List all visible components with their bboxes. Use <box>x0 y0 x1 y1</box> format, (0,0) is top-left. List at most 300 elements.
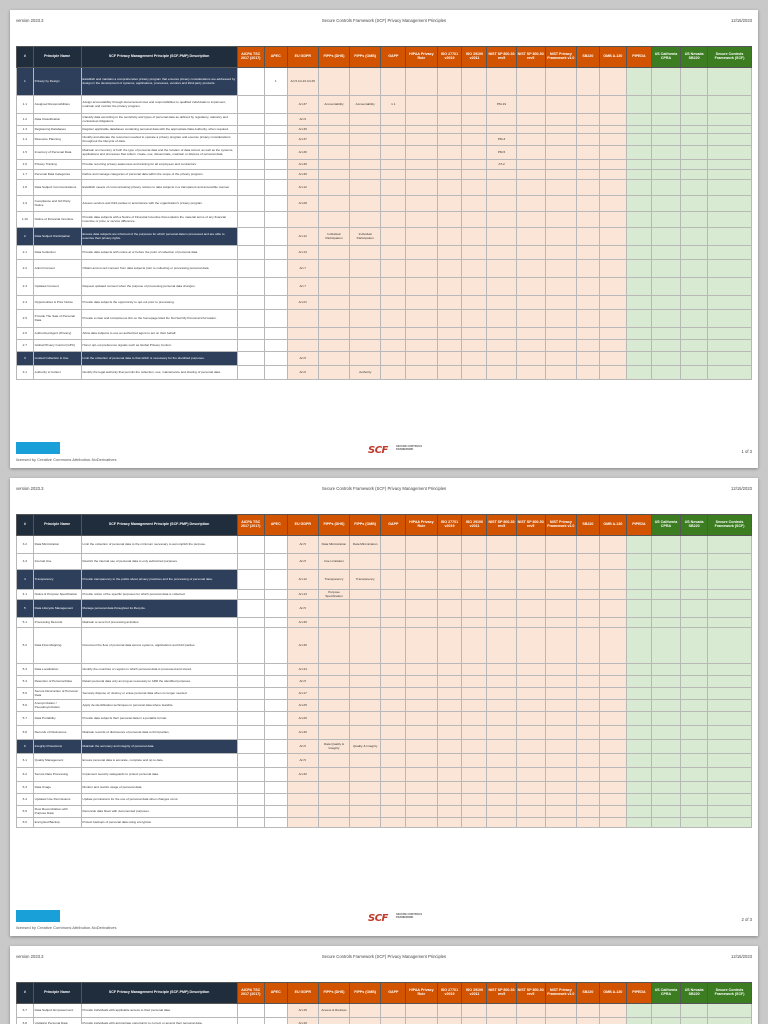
mapping-cell <box>237 296 264 310</box>
mapping-cell <box>462 536 487 554</box>
principle-number: 5.7 <box>17 712 34 726</box>
mapping-cell <box>437 310 462 328</box>
mapping-cell <box>318 328 349 340</box>
mapping-cell <box>516 170 545 180</box>
creative-commons-badge[interactable] <box>16 910 60 922</box>
mapping-cell <box>545 570 576 590</box>
version-label: version 2023.3 <box>16 486 44 491</box>
mapping-cell <box>462 134 487 146</box>
mapping-cell <box>264 590 287 600</box>
mapping-cell <box>487 1004 516 1018</box>
mapping-cell <box>487 806 516 818</box>
mapping-cell <box>381 246 406 260</box>
mapping-cell <box>487 740 516 754</box>
mapping-cell <box>516 536 545 554</box>
principle-name: Internal Use <box>33 554 81 570</box>
mapping-cell <box>437 146 462 160</box>
mapping-cell <box>350 700 381 712</box>
mapping-cell <box>516 726 545 740</box>
mapping-cell <box>681 196 708 212</box>
principle-name: Data Lifecycle Management <box>33 600 81 618</box>
mapping-cell <box>237 328 264 340</box>
mapping-cell <box>626 1018 651 1024</box>
mapping-cell <box>381 676 406 688</box>
mapping-cell <box>381 228 406 246</box>
mapping-cell <box>406 554 437 570</box>
principle-description: Define and manage categories of personal data within the scope of the privacy program. <box>81 170 237 180</box>
mapping-cell <box>599 554 626 570</box>
document-page <box>10 10 758 468</box>
mapping-cell <box>462 212 487 228</box>
principle-description: Assign accountability through documented roles and responsibilities to qualified individuals to implement, maintain and monitor the privacy program. <box>81 96 237 114</box>
mapping-cell <box>626 628 651 664</box>
mapping-cell <box>708 68 752 96</box>
column-header: FIPPs (DHS) <box>318 47 349 68</box>
mapping-cell <box>381 570 406 590</box>
mapping-cell <box>264 628 287 664</box>
principle-description: Provide transparency to the public about privacy practices and the processing of personal data. <box>81 570 237 590</box>
mapping-cell <box>318 180 349 196</box>
mapping-cell <box>708 114 752 126</box>
document-title: Secure Controls Framework (SCF) Privacy Management Principles <box>321 18 447 23</box>
principle-description: Provide data subjects the opportunity to opt-out prior to processing. <box>81 296 237 310</box>
mapping-cell <box>437 794 462 806</box>
column-header: HIPAA Privacy Rule <box>406 515 437 536</box>
column-header: PIPEDA <box>626 983 651 1004</box>
mapping-cell <box>599 1004 626 1018</box>
mapping-cell <box>651 196 680 212</box>
mapping-cell <box>708 180 752 196</box>
table-row <box>17 1018 752 1024</box>
mapping-cell <box>545 170 576 180</box>
mapping-cell <box>516 700 545 712</box>
mapping-cell <box>406 196 437 212</box>
mapping-cell <box>626 352 651 366</box>
mapping-cell <box>626 740 651 754</box>
mapping-cell <box>626 1004 651 1018</box>
mapping-cell: Art.32 <box>287 768 318 782</box>
mapping-cell <box>237 340 264 352</box>
column-header: SCF Privacy Management Principle (SCF-PMP) Description <box>81 515 237 536</box>
mapping-cell <box>599 1018 626 1024</box>
mapping-cell <box>708 700 752 712</box>
mapping-cell <box>264 366 287 380</box>
principle-name: Records of Disclosures <box>33 726 81 740</box>
mapping-cell <box>681 536 708 554</box>
mapping-cell <box>599 712 626 726</box>
table-row <box>17 340 752 352</box>
mapping-cell <box>651 570 680 590</box>
mapping-cell <box>576 570 599 590</box>
mapping-cell: Accountability <box>350 96 381 114</box>
column-header: NIST Privacy Framework v1.0 <box>545 515 576 536</box>
mapping-cell <box>406 146 437 160</box>
mapping-cell <box>264 618 287 628</box>
mapping-cell <box>462 366 487 380</box>
mapping-cell <box>681 180 708 196</box>
table-row <box>17 664 752 676</box>
mapping-cell <box>350 278 381 296</box>
mapping-cell <box>651 278 680 296</box>
principle-description: Register applicable databases containing personal data with the appropriate Data Authority, when required. <box>81 126 237 134</box>
creative-commons-badge[interactable] <box>16 442 60 454</box>
table-header-row <box>17 983 752 1004</box>
mapping-cell <box>708 328 752 340</box>
mapping-cell <box>264 340 287 352</box>
mapping-cell <box>708 170 752 180</box>
principle-number: 1 <box>17 68 34 96</box>
mapping-cell: Data Quality & Integrity <box>318 740 349 754</box>
principle-description: Maintain an inventory of both the type of personal data and the location of data stored, as well as the systems, applications and processes that collect, create, use, disseminate, maintain or dispose of personal data. <box>81 146 237 160</box>
mapping-cell <box>406 806 437 818</box>
mapping-cell <box>651 68 680 96</box>
mapping-cell <box>681 260 708 278</box>
column-header: FIPPs (DHS) <box>318 983 349 1004</box>
column-header: ISO 29100 v2011 <box>462 983 487 1004</box>
mapping-cell <box>287 818 318 828</box>
mapping-cell <box>708 160 752 170</box>
mapping-cell <box>576 618 599 628</box>
principle-name: Processing Records <box>33 618 81 628</box>
mapping-cell <box>381 782 406 794</box>
principle-number: 2 <box>17 228 34 246</box>
mapping-cell <box>264 754 287 768</box>
mapping-cell <box>708 768 752 782</box>
mapping-cell <box>487 296 516 310</box>
mapping-cell <box>237 768 264 782</box>
mapping-cell <box>576 700 599 712</box>
mapping-cell <box>576 246 599 260</box>
mapping-cell <box>350 296 381 310</box>
principle-name: Data Subject Empowerment <box>33 1004 81 1018</box>
mapping-cell <box>599 170 626 180</box>
mapping-cell <box>576 1018 599 1024</box>
mapping-cell <box>651 310 680 328</box>
principle-number: 5.2 <box>17 628 34 664</box>
column-header: # <box>17 983 34 1004</box>
mapping-cell <box>264 180 287 196</box>
mapping-cell <box>381 180 406 196</box>
mapping-cell <box>651 170 680 180</box>
mapping-cell <box>437 782 462 794</box>
mapping-cell <box>350 340 381 352</box>
column-header: Principle Name <box>33 983 81 1004</box>
mapping-cell <box>651 768 680 782</box>
mapping-cell <box>350 664 381 676</box>
mapping-cell <box>318 726 349 740</box>
mapping-cell: Art.12 <box>287 570 318 590</box>
table-row <box>17 590 752 600</box>
principle-description: Monitor and restrict usage of personal data. <box>81 782 237 794</box>
mapping-cell <box>381 754 406 768</box>
principle-name: Updating Personal Data <box>33 1018 81 1024</box>
mapping-cell <box>651 228 680 246</box>
table-header-row <box>17 47 752 68</box>
mapping-cell <box>626 600 651 618</box>
mapping-cell <box>237 170 264 180</box>
mapping-cell <box>406 68 437 96</box>
mapping-cell <box>487 228 516 246</box>
mapping-cell <box>487 196 516 212</box>
principle-description: Limit the collection of personal data to the minimum necessary to accomplish the purpose. <box>81 536 237 554</box>
mapping-cell <box>264 768 287 782</box>
mapping-cell <box>437 328 462 340</box>
mapping-cell <box>406 618 437 628</box>
column-header: APEC <box>264 515 287 536</box>
mapping-cell <box>237 570 264 590</box>
mapping-cell <box>237 536 264 554</box>
principle-number: 5.6 <box>17 700 34 712</box>
column-header: HIPAA Privacy Rule <box>406 983 437 1004</box>
mapping-cell <box>381 536 406 554</box>
mapping-cell <box>437 170 462 180</box>
mapping-cell: Art.9 <box>287 114 318 126</box>
mapping-cell <box>576 554 599 570</box>
mapping-cell <box>264 676 287 688</box>
mapping-cell <box>406 296 437 310</box>
mapping-cell <box>545 664 576 676</box>
mapping-cell <box>516 134 545 146</box>
mapping-cell <box>318 310 349 328</box>
mapping-cell <box>651 212 680 228</box>
principle-description: Limit the collection of personal data to that which is necessary for the identified purposes. <box>81 352 237 366</box>
mapping-cell <box>599 818 626 828</box>
mapping-cell <box>651 340 680 352</box>
mapping-cell <box>576 196 599 212</box>
mapping-cell: Art.5 <box>287 600 318 618</box>
mapping-cell <box>437 570 462 590</box>
mapping-cell <box>651 590 680 600</box>
table-row <box>17 700 752 712</box>
mapping-cell <box>545 180 576 196</box>
mapping-cell <box>651 688 680 700</box>
table-header-row <box>17 515 752 536</box>
mapping-cell <box>264 688 287 700</box>
mapping-cell <box>516 228 545 246</box>
mapping-cell <box>626 296 651 310</box>
mapping-cell <box>708 726 752 740</box>
mapping-cell <box>545 246 576 260</box>
mapping-cell <box>406 134 437 146</box>
principle-name: Retention of Personal Data <box>33 676 81 688</box>
mapping-cell <box>237 712 264 726</box>
mapping-cell <box>237 196 264 212</box>
mapping-cell <box>708 628 752 664</box>
mapping-cell <box>576 782 599 794</box>
table-row <box>17 170 752 180</box>
mapping-cell <box>318 712 349 726</box>
mapping-cell <box>381 554 406 570</box>
mapping-cell <box>681 310 708 328</box>
table-row <box>17 180 752 196</box>
column-header: ISO 29100 v2011 <box>462 515 487 536</box>
mapping-cell <box>576 712 599 726</box>
mapping-cell <box>318 246 349 260</box>
mapping-cell <box>350 806 381 818</box>
mapping-cell <box>599 600 626 618</box>
mapping-cell <box>350 146 381 160</box>
mapping-cell <box>681 570 708 590</box>
mapping-cell <box>576 688 599 700</box>
mapping-cell <box>462 146 487 160</box>
mapping-cell <box>350 352 381 366</box>
mapping-cell <box>437 818 462 828</box>
mapping-cell <box>406 246 437 260</box>
column-header: OMB A-130 <box>599 983 626 1004</box>
mapping-cell <box>708 1004 752 1018</box>
principle-name: Data Usage <box>33 782 81 794</box>
mapping-cell <box>237 126 264 134</box>
table-row <box>17 740 752 754</box>
table-row <box>17 96 752 114</box>
mapping-cell <box>350 726 381 740</box>
mapping-cell <box>681 160 708 170</box>
mapping-cell <box>651 700 680 712</box>
mapping-cell <box>599 726 626 740</box>
mapping-cell <box>626 114 651 126</box>
mapping-cell <box>708 296 752 310</box>
mapping-cell: Art.5 <box>287 676 318 688</box>
table-row <box>17 570 752 590</box>
mapping-cell <box>626 96 651 114</box>
mapping-cell <box>487 664 516 676</box>
mapping-cell <box>350 676 381 688</box>
mapping-cell <box>264 114 287 126</box>
mapping-cell <box>681 96 708 114</box>
mapping-cell <box>381 700 406 712</box>
page-footer <box>16 438 752 468</box>
mapping-cell: PM-3 <box>487 134 516 146</box>
mapping-cell <box>264 212 287 228</box>
mapping-cell <box>599 754 626 768</box>
mapping-cell <box>516 768 545 782</box>
mapping-cell <box>576 536 599 554</box>
mapping-cell <box>406 212 437 228</box>
mapping-cell <box>681 146 708 160</box>
principle-name: Data Minimization <box>33 536 81 554</box>
mapping-cell <box>264 126 287 134</box>
mapping-cell <box>264 664 287 676</box>
principle-description: Apply de-identification techniques to personal data where feasible. <box>81 700 237 712</box>
mapping-cell <box>462 1004 487 1018</box>
column-header: GAPP <box>381 983 406 1004</box>
mapping-cell <box>545 806 576 818</box>
mapping-cell <box>681 618 708 628</box>
mapping-cell <box>708 134 752 146</box>
principle-name: Data Collection <box>33 246 81 260</box>
mapping-cell <box>487 628 516 664</box>
mapping-cell <box>264 600 287 618</box>
mapping-cell <box>437 700 462 712</box>
mapping-cell <box>462 246 487 260</box>
mapping-cell <box>264 246 287 260</box>
mapping-cell <box>516 160 545 170</box>
mapping-cell <box>545 768 576 782</box>
mapping-cell <box>576 96 599 114</box>
principle-number: 6.6 <box>17 818 34 828</box>
mapping-cell <box>487 126 516 134</box>
mapping-cell <box>487 170 516 180</box>
column-header: NIST Privacy Framework v1.0 <box>545 47 576 68</box>
mapping-cell <box>437 278 462 296</box>
mapping-cell <box>437 590 462 600</box>
column-header: AICPA TSC 2017 (2017) <box>237 47 264 68</box>
principle-number: 5 <box>17 600 34 618</box>
mapping-cell <box>576 768 599 782</box>
mapping-cell <box>237 212 264 228</box>
mapping-cell <box>599 228 626 246</box>
mapping-cell <box>237 590 264 600</box>
mapping-cell <box>681 726 708 740</box>
mapping-cell <box>599 676 626 688</box>
mapping-cell <box>350 590 381 600</box>
mapping-cell <box>318 806 349 818</box>
mapping-cell <box>545 328 576 340</box>
mapping-cell <box>381 310 406 328</box>
column-header: NIST SP 800-53 rev5 <box>516 515 545 536</box>
column-header: PIPEDA <box>626 515 651 536</box>
table-row <box>17 554 752 570</box>
mapping-cell <box>708 618 752 628</box>
mapping-cell <box>626 126 651 134</box>
mapping-cell <box>318 818 349 828</box>
mapping-cell <box>462 794 487 806</box>
mapping-cell <box>318 1018 349 1024</box>
document-date: 12/15/2023 <box>731 18 752 23</box>
mapping-cell <box>516 794 545 806</box>
mapping-cell <box>545 126 576 134</box>
mapping-cell: Authority <box>350 366 381 380</box>
mapping-cell <box>516 676 545 688</box>
mapping-cell <box>599 366 626 380</box>
column-header: Secure Controls Framework (SCF) <box>708 983 752 1004</box>
mapping-cell: Art.30 <box>287 726 318 740</box>
mapping-cell <box>237 782 264 794</box>
mapping-cell <box>545 212 576 228</box>
mapping-cell <box>406 754 437 768</box>
principle-description: Maintain the accuracy and integrity of personal data. <box>81 740 237 754</box>
mapping-cell <box>381 590 406 600</box>
mapping-cell <box>599 310 626 328</box>
mapping-cell <box>237 740 264 754</box>
principle-description: Identify the legal authority that permits the collection, use, maintenance and sharing of personal data. <box>81 366 237 380</box>
mapping-cell <box>651 134 680 146</box>
mapping-cell <box>681 768 708 782</box>
mapping-cell <box>264 712 287 726</box>
principle-description: Provide a clear and conspicuous link on the homepage titled Do Not Sell My Personal Information. <box>81 310 237 328</box>
mapping-cell <box>406 768 437 782</box>
principle-name: Data Subject Communications <box>33 180 81 196</box>
principle-name: Global Privacy Control (GPC) <box>33 340 81 352</box>
principle-description: Manage personal data throughout its lifecycle. <box>81 600 237 618</box>
mapping-cell <box>462 806 487 818</box>
mapping-cell <box>651 246 680 260</box>
mapping-cell <box>626 570 651 590</box>
mapping-cell <box>237 618 264 628</box>
mapping-cell <box>516 180 545 196</box>
principle-name: Encrypted Backup <box>33 818 81 828</box>
mapping-cell <box>651 726 680 740</box>
mapping-cell <box>381 740 406 754</box>
scf-logo-subtitle: SECURE CONTROLS FRAMEWORK <box>396 445 423 451</box>
mapping-cell: Art.5 <box>287 536 318 554</box>
principle-number: 1.9 <box>17 196 34 212</box>
mapping-cell <box>545 278 576 296</box>
mapping-cell <box>264 570 287 590</box>
mapping-cell <box>576 754 599 768</box>
principle-name: Data Localization <box>33 664 81 676</box>
mapping-cell <box>487 536 516 554</box>
